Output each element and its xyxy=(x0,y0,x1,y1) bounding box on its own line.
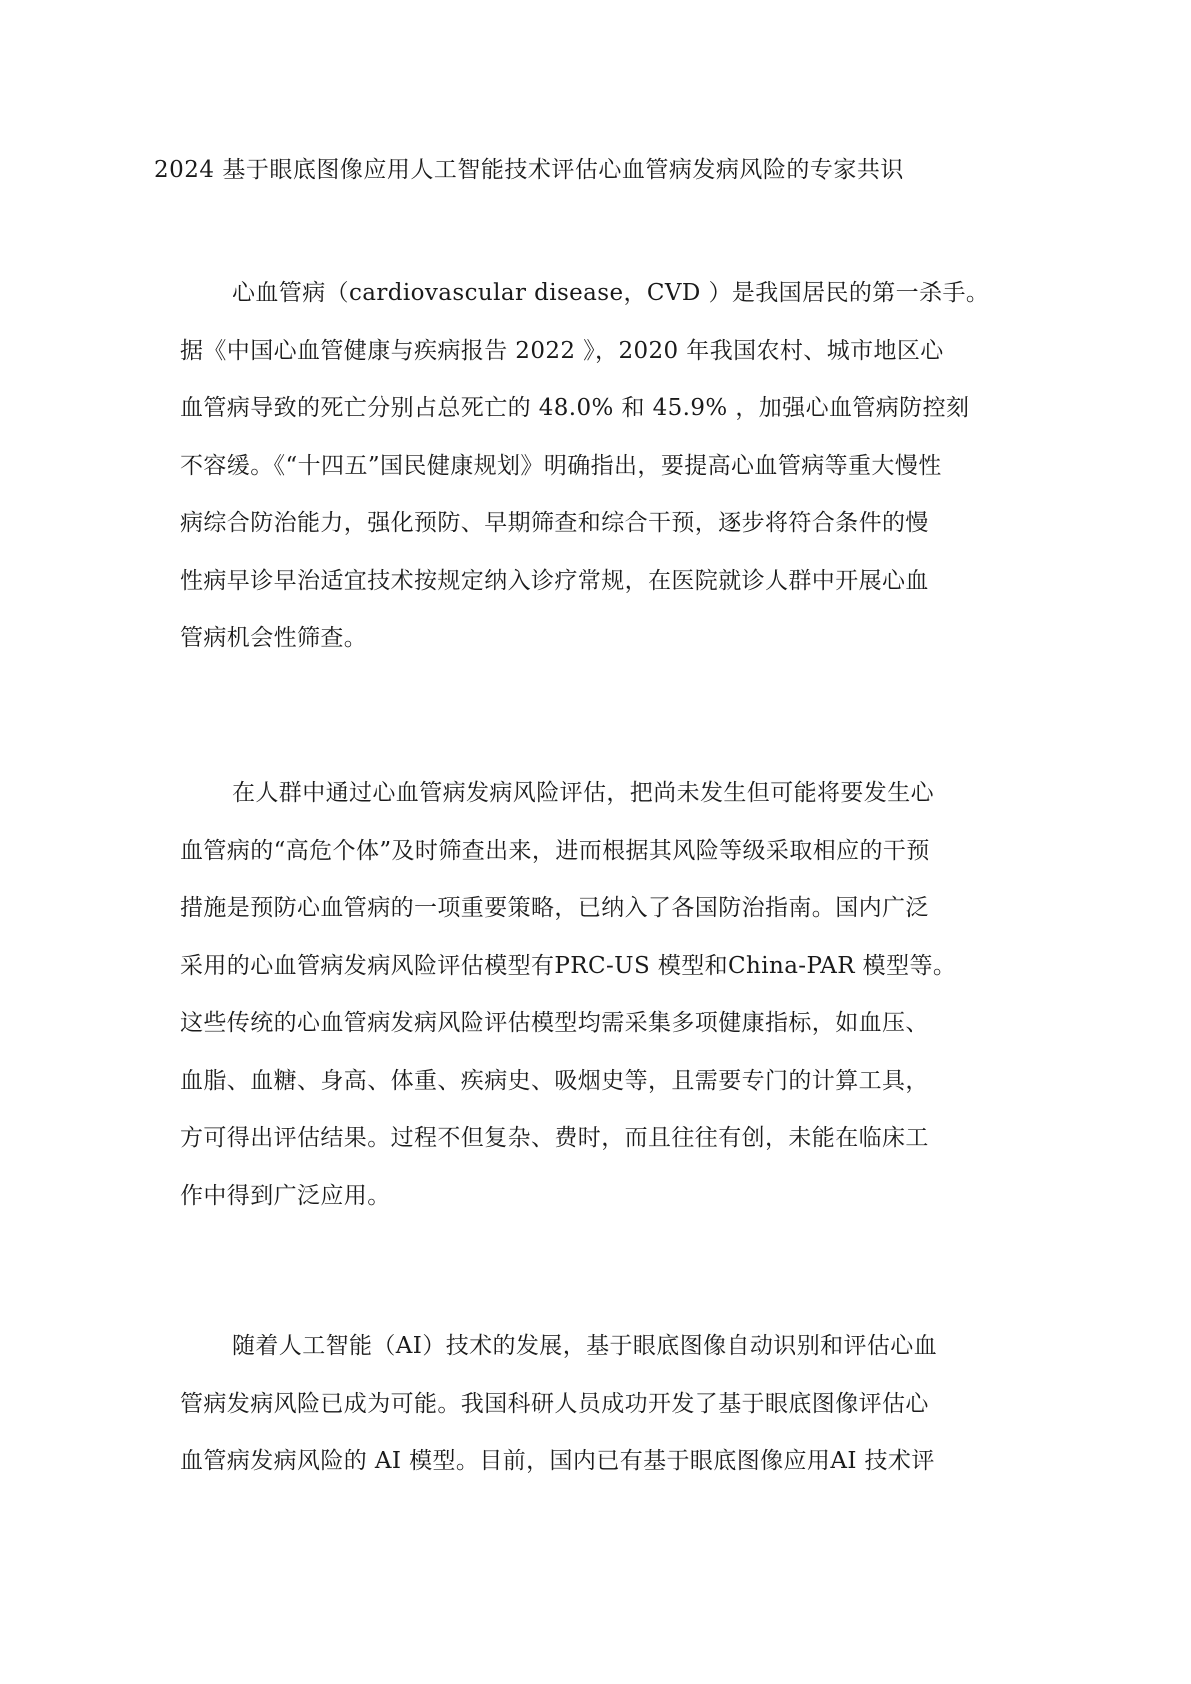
paragraph-1 xyxy=(180,265,1040,668)
paragraph-line: 病综合防治能力，强化预防、早期筛查和综合干预，逐步将符合条件的慢 xyxy=(180,510,929,536)
paragraph-line: 血脂、血糖、身高、体重、疾病史、吸烟史等，且需要专门的计算工具， xyxy=(180,1067,929,1094)
paragraph-line: 血管病发病风险的 AI 模型。目前，国内已有基于眼底图像应用AI 技术评 xyxy=(180,1448,935,1474)
paragraph-line: 性病早诊早治适宜技术按规定纳入诊疗常规，在医院就诊人群中开展心血 xyxy=(180,567,929,594)
paragraph-line: 不容缓。《“十四五”国民健康规划》明确指出，要提高心血管病等重大慢性 xyxy=(180,452,942,479)
paragraph-line: 管病发病风险已成为可能。我国科研人员成功开发了基于眼底图像评估心 xyxy=(180,1390,929,1417)
document-title: 2024 基于眼底图像应用人工智能技术评估心血管病发病风险的专家共识 xyxy=(154,157,904,183)
paragraph-line: 心血管病（cardiovascular disease，CVD ）是我国居民的第一杀手。 xyxy=(232,280,990,306)
paragraph-line: 随着人工智能（AI）技术的发展，基于眼底图像自动识别和评估心血 xyxy=(232,1333,938,1359)
paragraph-line: 这些传统的心血管病发病风险评估模型均需采集多项健康指标，如血压、 xyxy=(180,1010,929,1036)
paragraph-line: 方可得出评估结果。过程不但复杂、费时，而且往往有创，未能在临床工 xyxy=(180,1125,929,1151)
paragraph-line: 据《中国心血管健康与疾病报告 2022 》，2020 年我国农村、城市地区心 xyxy=(180,337,944,364)
paragraph-line: 血管病的“高危个体”及时筛查出来，进而根据其风险等级采取相应的干预 xyxy=(180,837,930,864)
paragraph-line: 在人群中通过心血管病发病风险评估，把尚未发生但可能将要发生心 xyxy=(232,780,934,806)
paragraph-line: 管病机会性筛查。 xyxy=(180,625,368,651)
paragraph-line: 血管病导致的死亡分别占总死亡的 48.0% 和 45.9% ，加强心血管病防控刻 xyxy=(180,395,970,421)
paragraph-line: 作中得到广泛应用。 xyxy=(180,1182,391,1209)
paragraph-2 xyxy=(180,765,1040,1225)
paragraph-line: 采用的心血管病发病风险评估模型有PRC-US 模型和China-PAR 模型等。 xyxy=(180,952,957,979)
paragraph-3 xyxy=(180,1318,1040,1491)
paragraph-line: 措施是预防心血管病的一项重要策略，已纳入了各国防治指南。国内广泛 xyxy=(180,895,929,921)
